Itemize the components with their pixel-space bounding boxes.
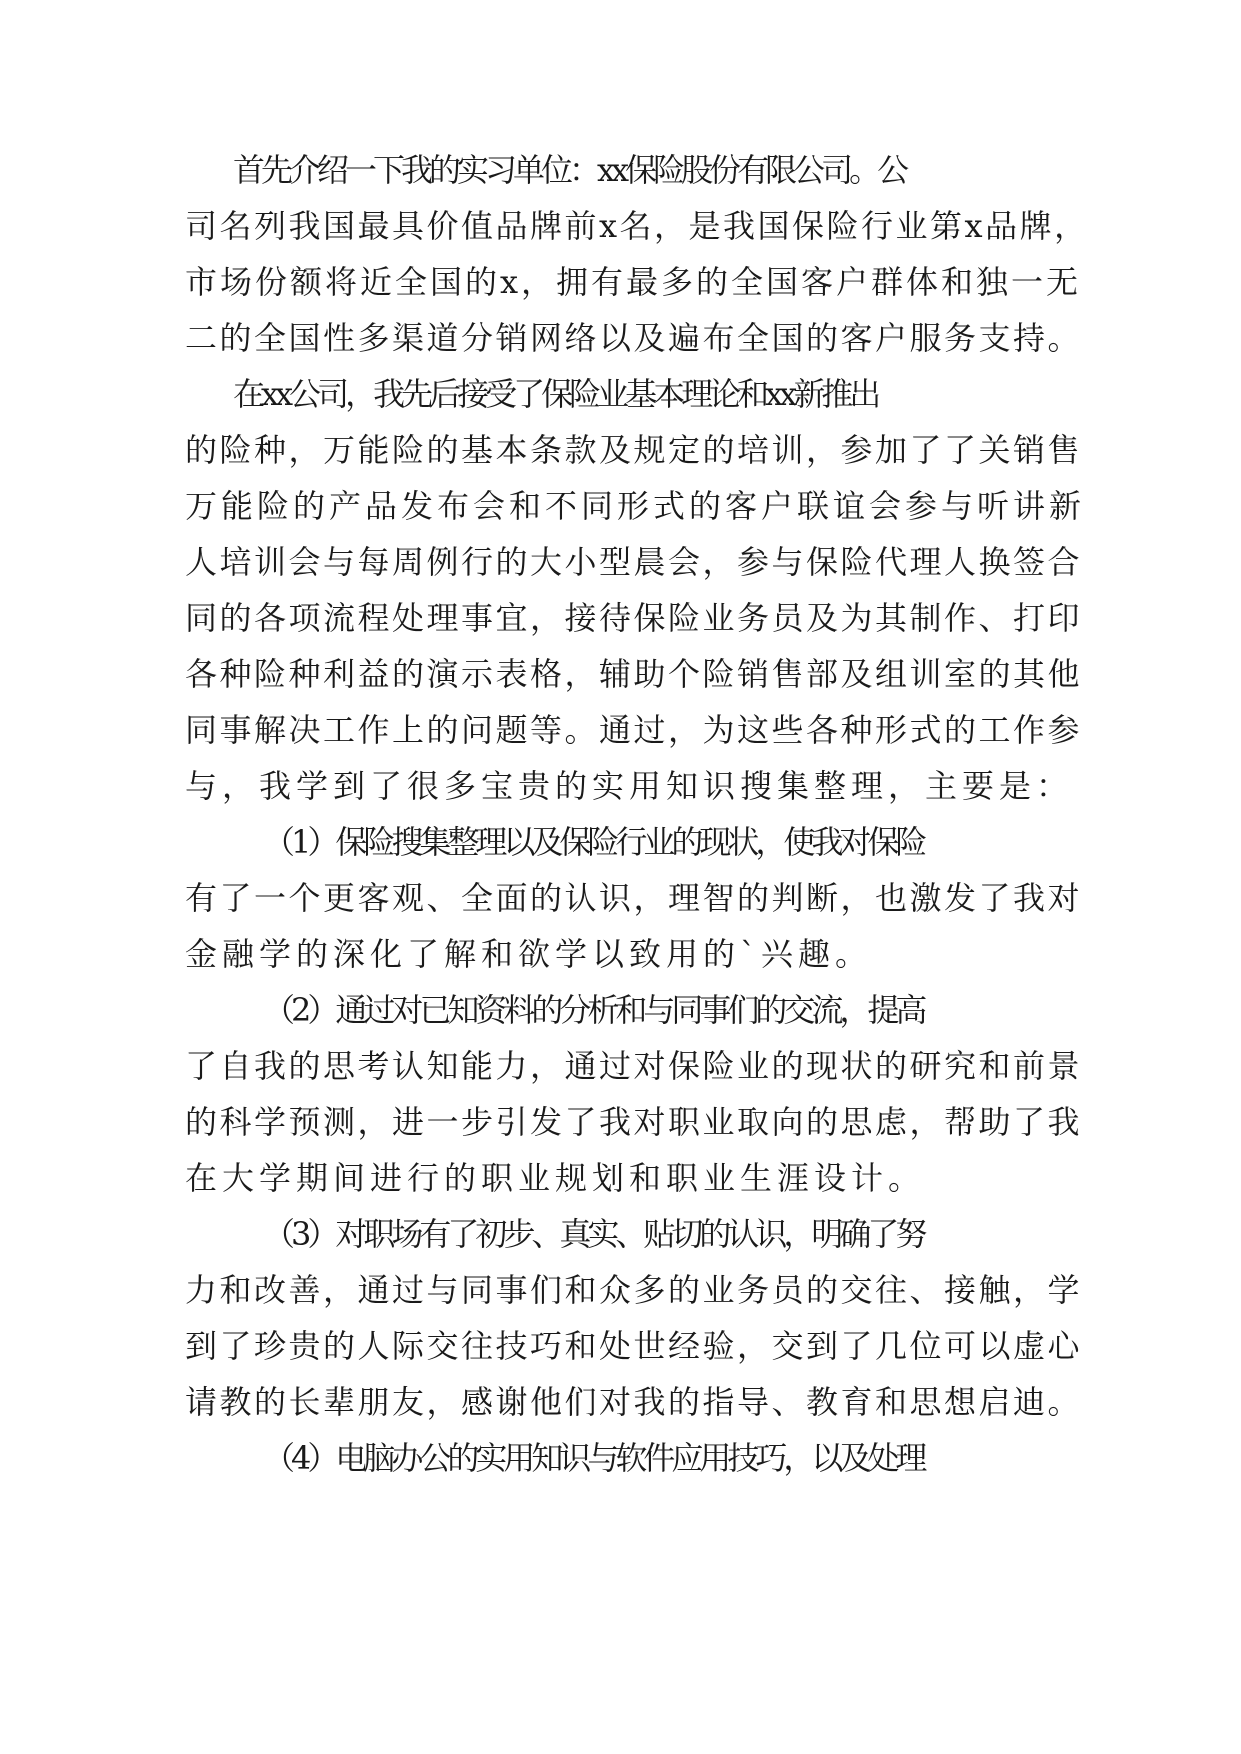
text-line: 到了珍贵的人际交往技巧和处世经验，交到了几位可以虚心	[185, 1327, 1083, 1365]
text-line: 了自我的思考认知能力，通过对保险业的现状的研究和前景	[185, 1047, 1083, 1085]
text-line: 力和改善，通过与同事们和众多的业务员的交往、接触，学	[185, 1271, 1083, 1309]
text-line: 在大学期间进行的职业规划和职业生涯设计。	[185, 1159, 926, 1197]
text-line: （3）对职场有了初步、真实、贴切的认识，明确了努	[263, 1215, 924, 1253]
text-line: （1）保险搜集整理以及保险行业的现状，使我对保险	[263, 823, 924, 861]
text-line: 的科学预测，进一步引发了我对职业取向的思虑，帮助了我	[185, 1103, 1083, 1141]
text-line: （4）电脑办公的实用知识与软件应用技巧，以及处理	[263, 1439, 924, 1477]
text-line: 与，我学到了很多宝贵的实用知识搜集整理，主要是：	[185, 767, 1074, 805]
text-line: 同事解决工作上的问题等。通过，为这些各种形式的工作参	[185, 711, 1083, 749]
text-line: 二的全国性多渠道分销网络以及遍布全国的客户服务支持。	[185, 319, 1083, 357]
text-line: 各种险种利益的演示表格，辅助个险销售部及组训室的其他	[185, 655, 1083, 693]
text-line: 首先介绍一下我的实习单位：xx保险股份有限公司。公	[233, 151, 906, 189]
text-line: 人培训会与每周例行的大小型晨会，参与保险代理人换签合	[185, 543, 1083, 581]
text-line: 市场份额将近全国的x，拥有最多的全国客户群体和独一无	[185, 263, 1082, 301]
text-line: 同的各项流程处理事宜，接待保险业务员及为其制作、打印	[185, 599, 1083, 637]
text-line: 的险种，万能险的基本条款及规定的培训，参加了了关销售	[185, 431, 1083, 469]
text-line: （2）通过对已知资料的分析和与同事们的交流，提高	[263, 991, 924, 1029]
text-line: 请教的长辈朋友，感谢他们对我的指导、教育和思想启迪。	[185, 1383, 1083, 1421]
text-line: 有了一个更客观、全面的认识，理智的判断，也激发了我对	[185, 879, 1083, 917]
text-line: 在xx公司，我先后接受了保险业基本理论和xx新推出	[233, 375, 878, 413]
text-line: 万能险的产品发布会和不同形式的客户联谊会参与听讲新	[185, 487, 1086, 525]
text-line: 金融学的深化了解和欲学以致用的`兴趣。	[185, 935, 873, 973]
text-line: 司名列我国最具价值品牌前x名，是我国保险行业第x品牌，	[185, 207, 1089, 245]
